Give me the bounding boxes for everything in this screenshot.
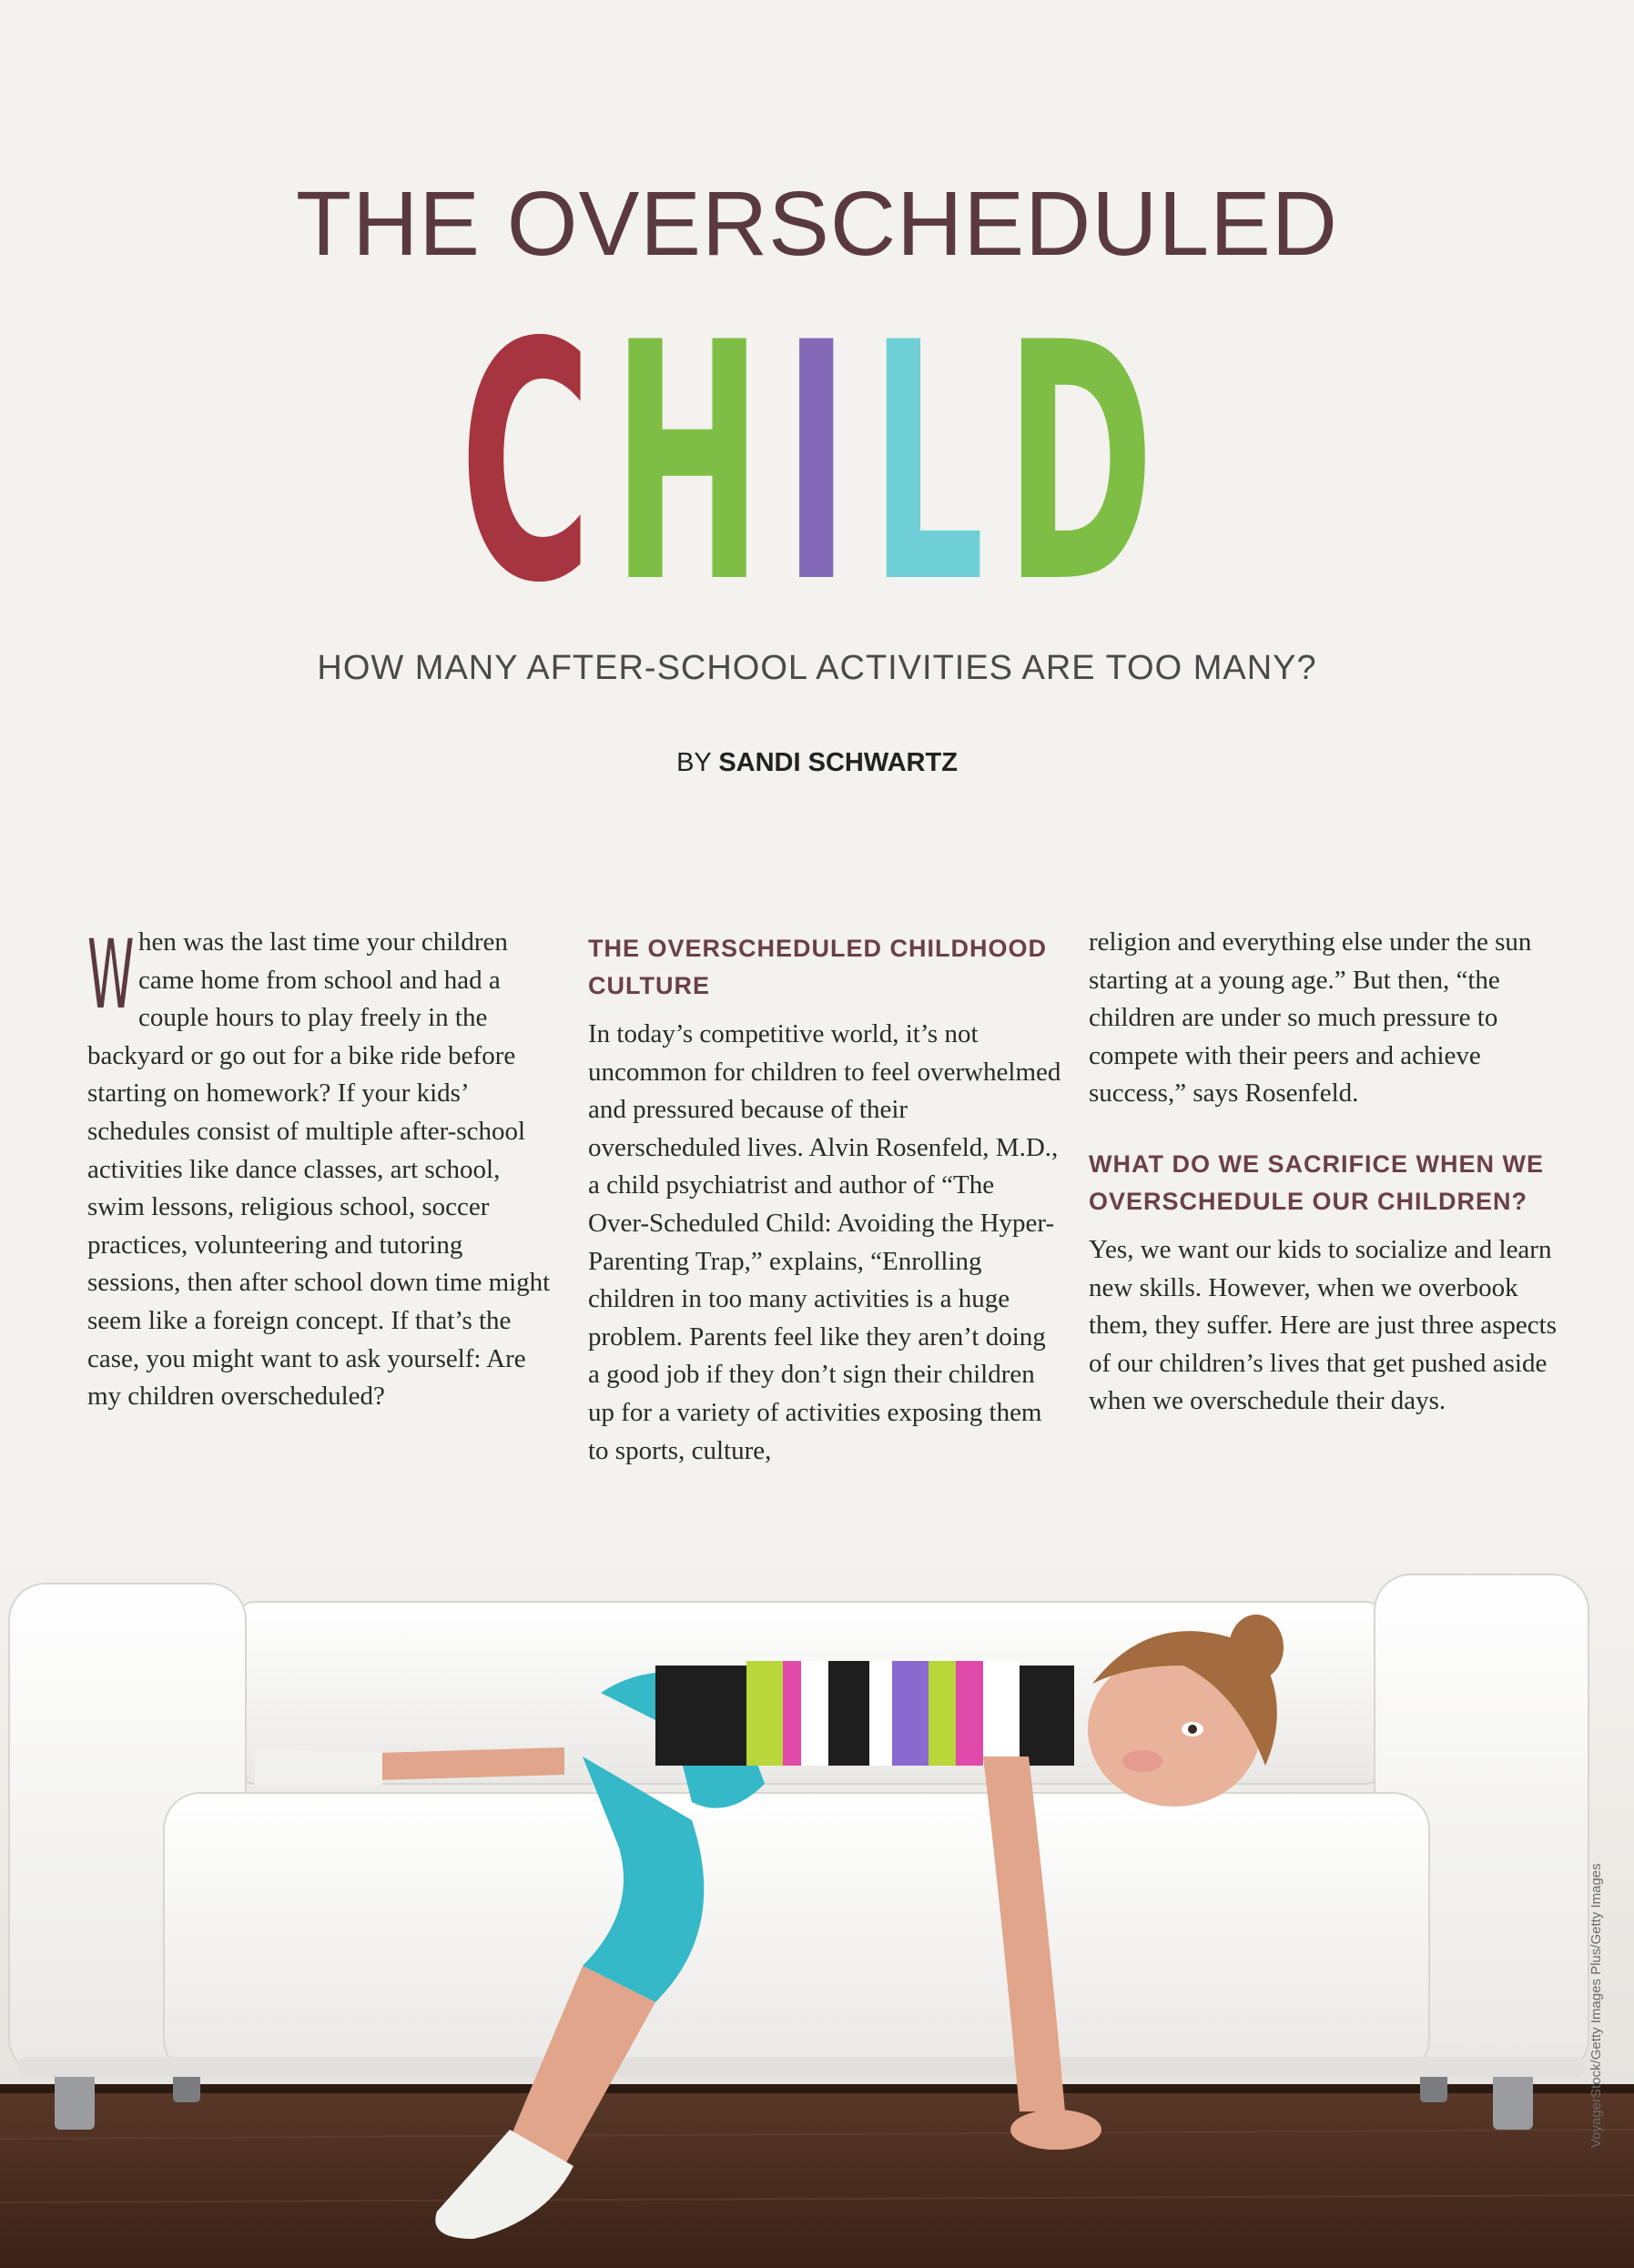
title-letter-l: L (869, 273, 1005, 654)
title-letter-d: D (1004, 273, 1175, 654)
title-letter-h: H (612, 273, 783, 654)
drop-cap: W (87, 919, 135, 1030)
byline (0, 748, 1634, 778)
section-heading-sacrifice: WHAT DO WE SACRIFICE WHEN WE OVERSCHEDULE OUR CHILDREN? (1089, 1149, 1544, 1215)
title-child (368, 273, 1266, 654)
section-text-culture: In today’s competitive world, it’s not uncommon for children to feel overwhelmed and pressured because of their overscheduled lives. Alvin Rosenfeld, M.D., a child psychiatrist and author of “The Over-Scheduled Child: Avoiding the Hyper-Parenting Trap,” explains, “Enrolling children in too many activities is a huge problem. Parents feel like they aren’t doing a good job if they don’t sign their children up for a variety of activities exposing them to sports, culture, (588, 1019, 1061, 1465)
article-photo (0, 1547, 1634, 2268)
title-kicker: THE OVERSCHEDULED (296, 173, 1338, 275)
section-text-sacrifice: Yes, we want our kids to socialize and learn new skills. However, when we overbook them, they suffer. Here are just three aspects of our children’s lives that get pushed aside when we overschedule their days. (1089, 1234, 1558, 1416)
article-column-3 (1089, 924, 1562, 1421)
byline-prefix: BY (676, 748, 712, 777)
intro-text: hen was the last time your children came home from school and had a couple hours to play freely in the backyard or go out for a bike ride before starting on homework? If your kids’ schedules consist of multiple after-school activities like dance classes, art school, swim lessons, religious school, soccer practices, volunteering and tutoring sessions, then after school down time might seem like a foreign concept. If that’s the case, you might want to ask yourself: Are my children overscheduled? (87, 927, 551, 1412)
subtitle: HOW MANY AFTER-SCHOOL ACTIVITIES ARE TOO MANY? (317, 649, 1317, 687)
title-letter-i: I (782, 273, 870, 654)
article-column-1 (87, 919, 561, 1416)
photo-credit: VoyagerStock/Getty Images Plus/Getty Images (1588, 1863, 1604, 2148)
intro-paragraph (87, 919, 561, 1416)
photo-illustration (0, 1547, 1634, 2268)
article-column-2 (588, 924, 1061, 1470)
byline-author: SANDI SCHWARTZ (718, 748, 958, 777)
section-heading-culture: THE OVERSCHEDULED CHILDHOOD CULTURE (588, 935, 1048, 999)
striped-shirt (655, 1661, 1074, 1766)
title-letter-c: C (459, 273, 613, 654)
section-text-culture-continued: religion and everything else under the sun starting at a young age.” But then, “the children are under so much pressure to compete with their peers and achieve success,” says Rosenfeld. (1089, 927, 1532, 1109)
